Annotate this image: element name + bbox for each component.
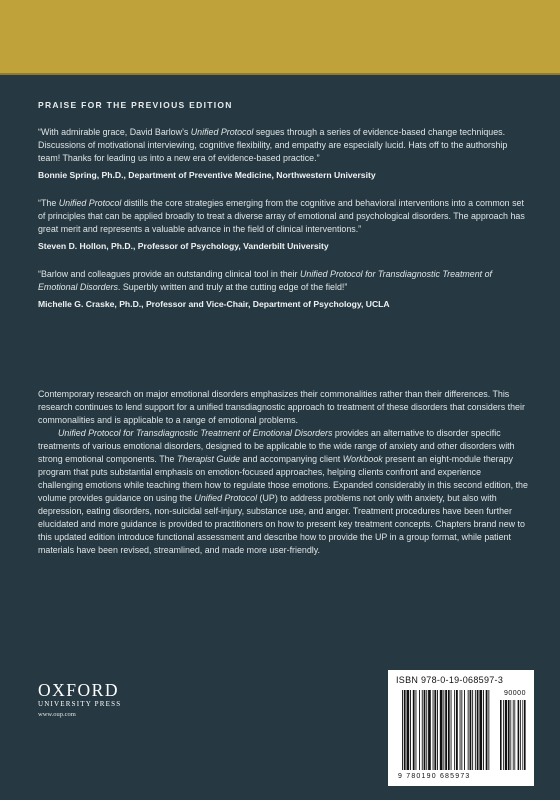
barcode-bar <box>407 690 410 770</box>
barcode-addon-bar <box>505 700 507 770</box>
quote-attribution: Bonnie Spring, Ph.D., Department of Preventive Medicine, Northwestern University <box>38 170 376 180</box>
barcode-bar <box>428 690 431 770</box>
barcode-bar <box>440 690 443 770</box>
barcode-addon-bar <box>524 700 526 770</box>
barcode-addon-bar <box>514 700 515 770</box>
publisher-subtitle: UNIVERSITY PRESS <box>38 700 122 708</box>
barcode-addon-bar <box>513 700 514 770</box>
barcode-addon-bar <box>503 700 504 770</box>
quote-attribution: Michelle G. Craske, Ph.D., Professor and Vice-Chair, Department of Psychology, UCLA <box>38 299 390 309</box>
barcode-bar <box>461 690 462 770</box>
praise-section <box>38 100 525 326</box>
publisher-logo: OXFORD <box>38 680 119 700</box>
barcode-bar <box>472 690 473 770</box>
barcode-bar <box>404 690 406 770</box>
barcode-bar <box>410 690 411 770</box>
barcode-bar <box>486 690 488 770</box>
barcode-bar <box>437 690 438 770</box>
barcode-bar <box>460 690 461 770</box>
quote-block <box>38 268 525 309</box>
quote-text: “With admirable grace, David Barlow’s Unified Protocol segues through a series of evidence-based change techniques. Discussions of motivational interviewing, cognitive flexibility, and empathy are especially lucid. Hats off to the authorship team! Thanks for leading us into a new era of evidence-based practice.” <box>38 127 508 163</box>
barcode-bar <box>443 690 444 770</box>
barcode-bar <box>488 690 489 770</box>
barcode-addon-bar <box>500 700 502 770</box>
gold-header-band <box>0 0 560 73</box>
barcode-bar <box>413 690 415 770</box>
barcode-bar <box>434 690 436 770</box>
barcode-bar <box>470 690 472 770</box>
publisher-url: www.oup.com <box>38 711 76 718</box>
quote-block <box>38 126 525 180</box>
isbn-label: ISBN 978-0-19-068597-3 <box>396 675 504 685</box>
barcode-bar <box>426 690 427 770</box>
gold-band-edge <box>0 73 560 75</box>
barcode-addon-bar <box>510 700 511 770</box>
barcode-bar <box>451 690 452 770</box>
price-code: 90000 <box>504 690 526 697</box>
barcode-bar <box>475 690 476 770</box>
barcode-addon-bar <box>520 700 521 770</box>
barcode-bar <box>433 690 434 770</box>
ean-barcode <box>388 670 534 786</box>
barcode-bar <box>456 690 458 770</box>
quote-text: “The Unified Protocol distills the core strategies emerging from the cognitive and behavioral interventions into a common set of principles that can be applied broadly to treat a diverse array of emotional and psychological disorders. The approach has great merit and represents a valuable advance in the field of clinical interventions.” <box>38 198 525 234</box>
barcode-bar <box>424 690 426 770</box>
barcode-bar <box>464 690 465 770</box>
book-description <box>38 388 528 557</box>
barcode-addon-bar <box>518 700 520 770</box>
barcode-bar <box>468 690 469 770</box>
quote-block <box>38 197 525 251</box>
quote-attribution: Steven D. Hollon, Ph.D., Professor of Psychology, Vanderbilt University <box>38 241 329 251</box>
description-paragraph: Unified Protocol for Transdiagnostic Treatment of Emotional Disorders provides an alternative to disorder specific treatments of various emotional disorders, designed to be applicable to the wide range of anxiety and other disorders with strong emotional components. The Therapist Guide and accompanying client Workbook present an eight-module therapy program that puts substantial emphasis on emotion-focused approaches, helping clients confront and experience challenging emotions while teaching them how to regulate those emotions. Expanded considerably in this second edition, the volume provides guidance on using the Unified Protocol (UP) to address problems not only with anxiety, but also with depression, eating disorders, non-suicidal self-injury, substance use, and anger. Treatment procedures have been further elucidated and more guidance is provided to practitioners on how to present key treatment concepts. Chapters brand new to this updated edition introduce functional assessment and describe how to provide the UP in a group format, while patient materials have been revised, streamlined, and made more user-friendly. <box>38 428 528 555</box>
description-paragraph: Contemporary research on major emotional disorders emphasizes their commonalities rather than their differences. This research continues to lend support for a unified transdiagnostic approach to treatment of these disorders that considers their commonalities and is applicable to a range of emotional problems. <box>38 389 525 425</box>
barcode-bar <box>454 690 455 770</box>
barcode-bar <box>483 690 484 770</box>
barcode-bar <box>479 690 482 770</box>
barcode-bar <box>419 690 420 770</box>
barcode-bar <box>416 690 417 770</box>
barcode-bar <box>445 690 447 770</box>
barcode-bar <box>448 690 450 770</box>
isbn-barcode-box <box>388 670 534 786</box>
barcode-addon-bar <box>508 700 510 770</box>
barcode-bar <box>402 690 403 770</box>
praise-heading: PRAISE FOR THE PREVIOUS EDITION <box>38 100 233 110</box>
barcode-bar <box>422 690 423 770</box>
ean-digits: 9 780190 685973 <box>398 773 471 780</box>
barcode-addon-bar <box>522 700 523 770</box>
quote-text: “Barlow and colleagues provide an outstanding clinical tool in their Unified Protocol for Transdiagnostic Treatment of Emotional Disorders. Superbly written and truly at the cutting edge of the field!” <box>38 269 493 292</box>
barcode-bar <box>477 690 479 770</box>
